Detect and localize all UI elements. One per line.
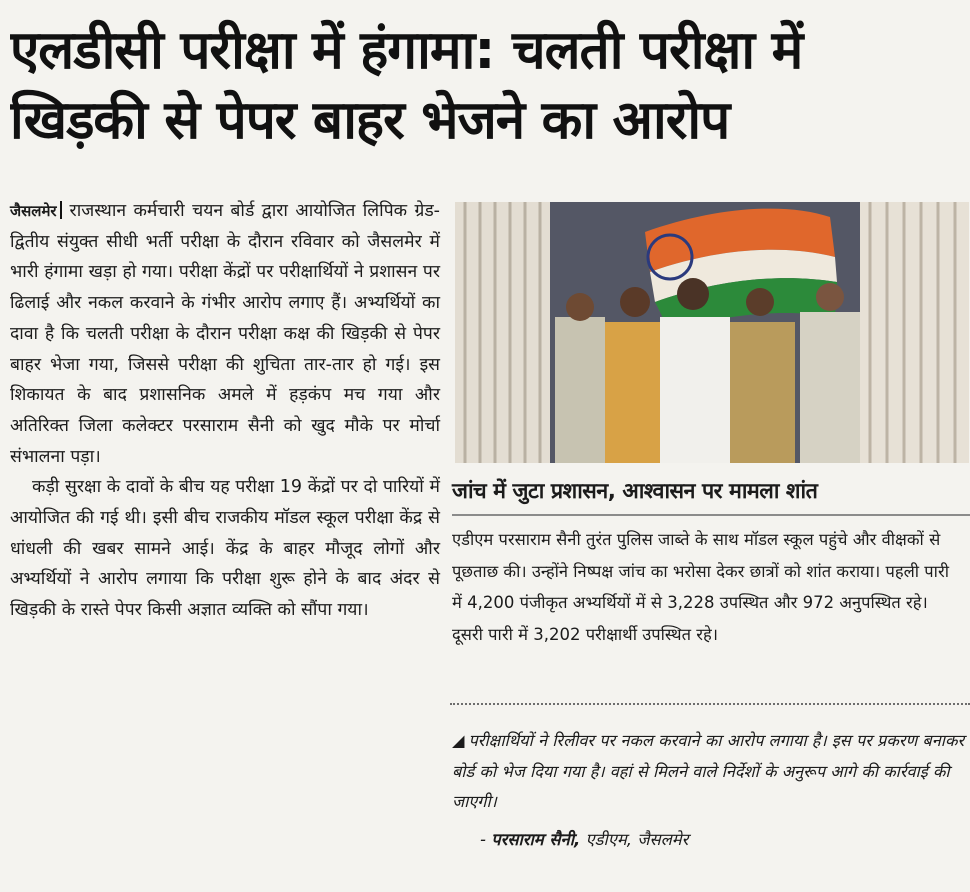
story-column xyxy=(10,196,440,626)
quote-marker-icon: ◢ xyxy=(452,731,465,750)
dotted-divider xyxy=(450,703,970,705)
official-quote xyxy=(452,726,967,818)
story-paragraph-1 xyxy=(10,196,440,472)
photo-caption: जांच में जुटा प्रशासन, आश्वासन पर मामला शांत xyxy=(452,470,970,516)
headline xyxy=(10,16,960,156)
headline-line-2: खिड़की से पेपर बाहर भेजने का आरोप xyxy=(10,90,730,151)
attribution-role: एडीएम, जैसलमेर xyxy=(585,830,689,849)
attribution-dash: - xyxy=(480,830,486,849)
story-paragraph-2: कड़ी सुरक्षा के दावों के बीच यह परीक्षा 19 केंद्रों पर दो पारियों में आयोजित की गई थी। इसी बीच राजकीय मॉडल स्कूल परीक्षा केंद्र से धांधली की खबर सामने आई। केंद्र के बाहर मौजूद लोगों और अभ्यर्थियों ने आरोप लगाया कि परीक्षा शुरू होने के बाद अंदर से खिड़की के रास्ते पेपर किसी अज्ञात व्यक्ति को सौंपा गया। xyxy=(10,477,440,621)
headline-line-1: एलडीसी परीक्षा में हंगामा: चलती परीक्षा में xyxy=(10,20,803,81)
news-photo xyxy=(455,202,969,463)
quote-text: परीक्षार्थियों ने रिलीवर पर नकल करवाने का आरोप लगाया है। इस पर प्रकरण बनाकर बोर्ड को भेज दिया गया है। वहां से मिलने वाले निर्देशों के अनुरूप आगे की कार्रवाई की जाएगी। xyxy=(452,731,965,811)
dateline: जैसलमेर xyxy=(10,202,57,220)
quote-attribution xyxy=(480,827,688,850)
story-paragraph-1-text: राजस्थान कर्मचारी चयन बोर्ड द्वारा आयोजित लिपिक ग्रेड-द्वितीय संयुक्त सीधी भर्ती परीक्षा के दौरान रविवार को जैसलमेर में भारी हंगामा खड़ा हो गया। परीक्षा केंद्रों पर परीक्षार्थियों ने प्रशासन पर ढिलाई और नकल करवाने के गंभीर आरोप लगाए हैं। अभ्यर्थियों का दावा है कि चलती परीक्षा के दौरान परीक्षा कक्ष की खिड़की से पेपर बाहर भेजा गया, जिससे परीक्षा की शुचिता तार-तार हो गई। इस शिकायत के बाद प्रशासनिक अमले में हड़कंप मच गया और अतिरिक्त जिला कलेक्टर परसाराम सैनी को खुद मौके पर मोर्चा संभालना पड़ा। xyxy=(10,201,440,467)
sidebar-body: एडीएम परसाराम सैनी तुरंत पुलिस जाब्ते के साथ मॉडल स्कूल पहुंचे और वीक्षकों से पूछताछ की। उन्होंने निष्पक्ष जांच का भरोसा देकर छात्रों को शांत कराया। पहली पारी में 4,200 पंजीकृत अभ्यर्थियों में से 3,228 उपस्थित और 972 अनुपस्थित रहे। दूसरी पारी में 3,202 परीक्षार्थी उपस्थित रहे। xyxy=(452,530,949,644)
dateline-divider xyxy=(60,201,62,219)
attribution-name: परसाराम सैनी, xyxy=(491,830,581,849)
